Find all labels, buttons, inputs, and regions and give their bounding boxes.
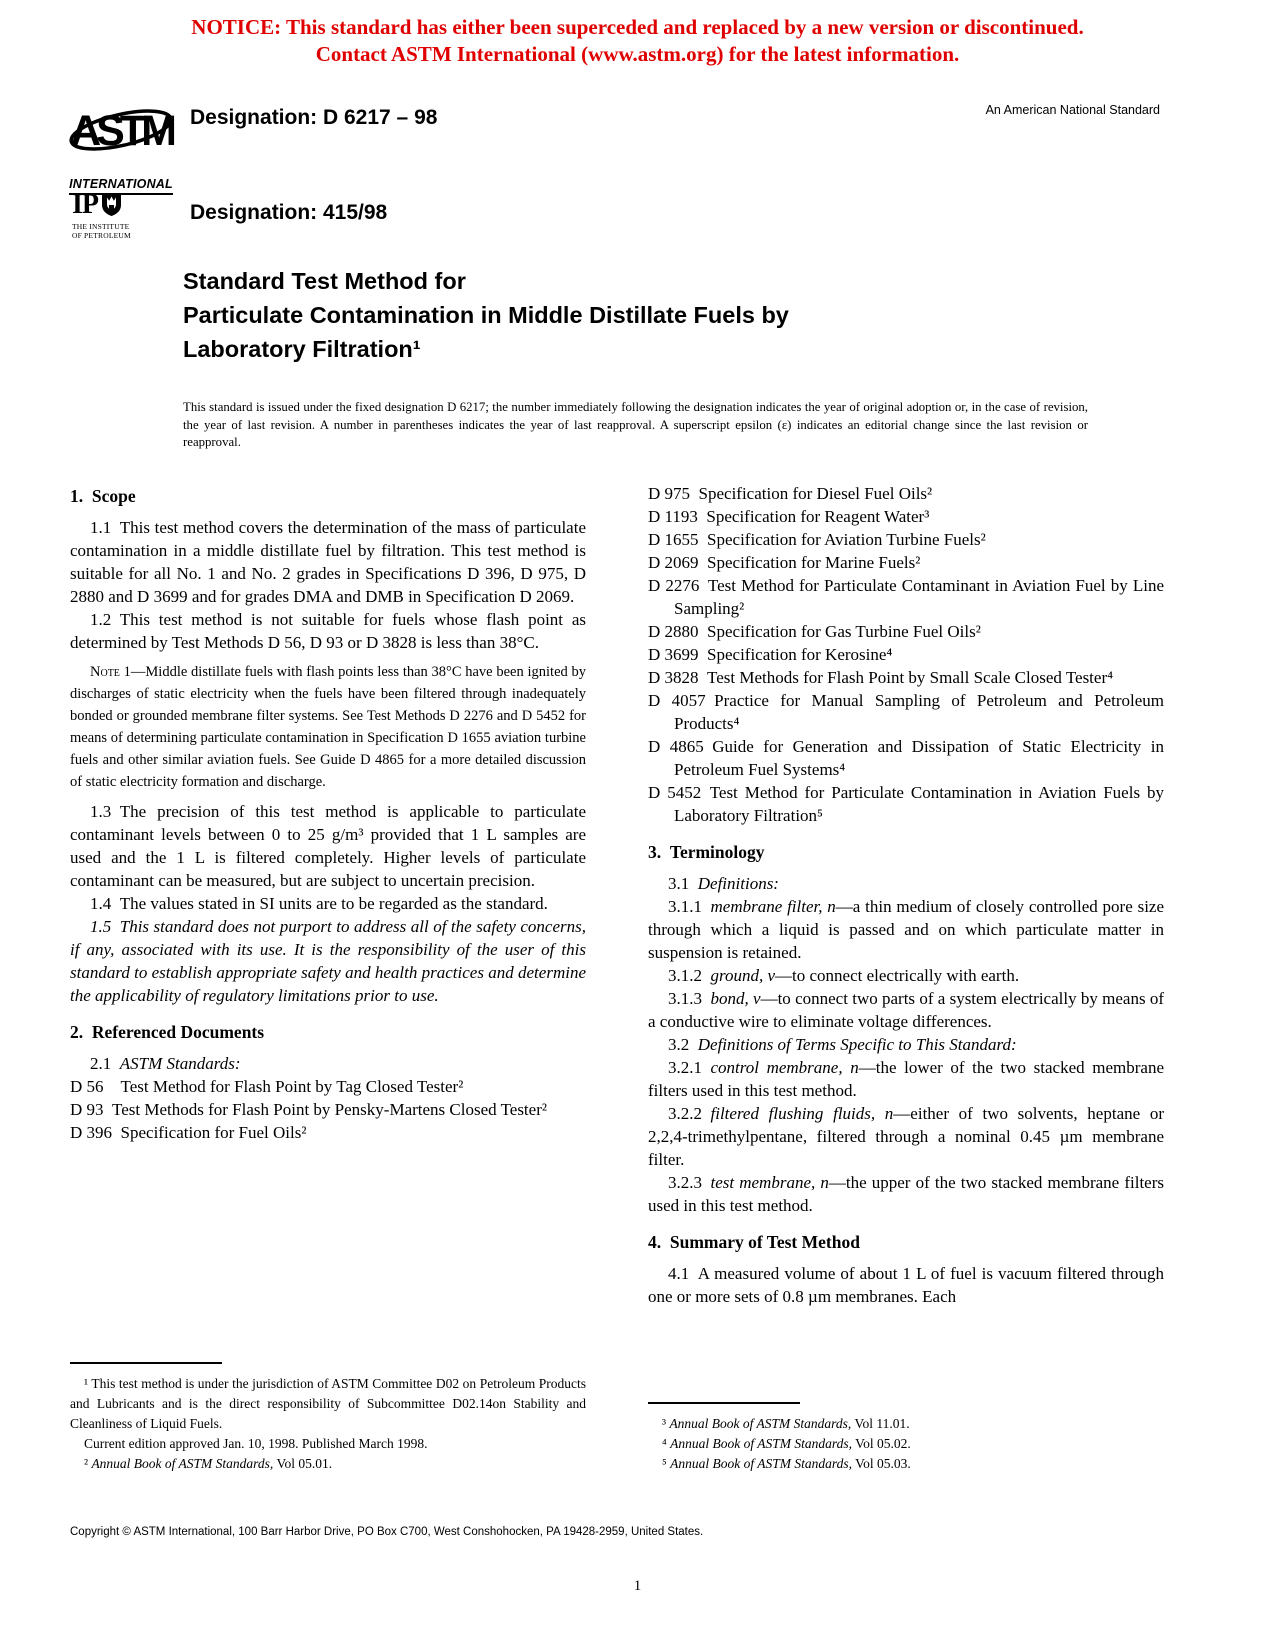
reference-item: D 1655 Specification for Aviation Turbine Fuels²: [648, 530, 986, 549]
astm-letters: ASTM: [70, 107, 172, 155]
section-heading: 1. Scope: [70, 486, 136, 506]
left-column-content: [70, 482, 586, 1144]
reference-item: D 4865 Guide for Generation and Dissipation of Static Electricity in Petroleum Fuel Systems⁴: [648, 737, 1164, 779]
paragraph: 1.3 The precision of this test method is applicable to particulate contaminant levels between 0 to 25 g/m³ provided that 1 L samples are used and the 1 L is filtered completely. Higher levels of particulate contaminant can be measured, but are subject to uncertain precision.: [70, 802, 586, 890]
reference-item: D 1193 Specification for Reagent Water³: [648, 507, 930, 526]
footnote-line: ² Annual Book of ASTM Standards, Vol 05.01.: [84, 1456, 333, 1471]
paragraph: 1.4 The values stated in SI units are to be regarded as the standard.: [90, 894, 548, 913]
section-heading: 3. Terminology: [648, 842, 765, 862]
astm-logo-caption: INTERNATIONAL: [69, 177, 173, 195]
paragraph: 1.1 This test method covers the determination of the mass of particulate contamination in a middle distillate fuel by filtration. This test method is suitable for all No. 1 and No. 2 grades in Specifications D 396, D 975, D 2880 and D 3699 and for grades DMA and DMB in Specification D 2069.: [70, 518, 586, 606]
title-line-1: Standard Test Method for: [183, 268, 466, 294]
paragraph: 3.1 Definitions:: [668, 874, 779, 893]
reference-item: D 3699 Specification for Kerosine⁴: [648, 645, 893, 664]
reference-item: D 93 Test Methods for Flash Point by Pensky-Martens Closed Tester²: [70, 1100, 547, 1119]
notice-line-2: Contact ASTM International (www.astm.org) for the latest information.: [315, 42, 960, 66]
paragraph: 1.2 This test method is not suitable for fuels whose flash point as determined by Test Methods D 56, D 93 or D 3828 is less than 38°C.: [70, 610, 586, 652]
copyright-line: Copyright © ASTM International, 100 Barr Harbor Drive, PO Box C700, West Conshohocken, PA 19428-2959, United States.: [70, 1526, 704, 1538]
footnote: ¹ This test method is under the jurisdiction of ASTM Committee D02 on Petroleum Products and Lubricants and is the direct responsibility of Subcommittee D02.14on Stability and Cleanliness of Liquid Fuels.: [70, 1376, 586, 1431]
footnote-line: ³ Annual Book of ASTM Standards, Vol 11.01.: [662, 1416, 910, 1431]
reference-item: D 3828 Test Methods for Flash Point by Small Scale Closed Tester⁴: [648, 668, 1114, 687]
reference-item: D 2069 Specification for Marine Fuels²: [648, 553, 921, 572]
title-line-2: Particulate Contamination in Middle Distillate Fuels by: [183, 302, 789, 328]
ip-caption-line-1: THE INSTITUTE: [72, 222, 130, 231]
footnote-line: ⁴ Annual Book of ASTM Standards, Vol 05.02.: [662, 1436, 911, 1451]
right-column-footnotes: [648, 1402, 1164, 1474]
paragraph: 3.1.3 bond, v—to connect two parts of a system electrically by means of a conductive wire to eliminate voltage differences.: [648, 989, 1165, 1031]
section-heading: 2. Referenced Documents: [70, 1022, 265, 1042]
ip-caption-line-2: OF PETROLEUM: [72, 231, 131, 240]
reference-item: D 975 Specification for Diesel Fuel Oils²: [648, 484, 933, 503]
supersession-notice: [0, 14, 1275, 68]
reference-item: D 2276 Test Method for Particulate Contaminant in Aviation Fuel by Line Sampling²: [648, 576, 1164, 618]
astm-logo: [66, 90, 176, 195]
page-number: 1: [633, 1578, 642, 1594]
right-column: [648, 482, 1164, 1474]
ip-shield-icon: [101, 192, 122, 217]
paragraph: 3.2.1 control membrane, n—the lower of the two stacked membrane filters used in this test method.: [648, 1058, 1164, 1100]
astm-globe-icon: [67, 90, 175, 170]
paragraph: 3.2.3 test membrane, n—the upper of the two stacked membrane filters used in this test method.: [648, 1173, 1165, 1215]
reference-item: D 4057 Practice for Manual Sampling of Petroleum and Petroleum Products⁴: [648, 691, 1164, 733]
document-title: [183, 264, 1063, 366]
reference-item: D 2880 Specification for Gas Turbine Fuel Oils²: [648, 622, 981, 641]
paragraph: 3.1.1 membrane filter, n—a thin medium of closely controlled pore size through which a liquid is passed and on which particulate matter in suspension is retained.: [648, 897, 1165, 962]
right-column-content: [648, 482, 1164, 1308]
paragraph: 4.1 A measured volume of about 1 L of fuel is vacuum filtered through one or more sets of 0.8 µm membranes. Each: [648, 1264, 1164, 1306]
designation-astm: Designation: D 6217 – 98: [190, 106, 438, 129]
footnote-line: ⁵ Annual Book of ASTM Standards, Vol 05.03.: [662, 1456, 911, 1471]
reference-item: D 5452 Test Method for Particulate Contamination in Aviation Fuels by Laboratory Filtration⁵: [648, 783, 1164, 825]
title-line-3: Laboratory Filtration¹: [183, 336, 421, 362]
section-heading: 4. Summary of Test Method: [648, 1232, 860, 1252]
ip-logo-caption: [72, 222, 192, 240]
note-paragraph: Note 1—Middle distillate fuels with flash points less than 38°C have been ignited by discharges of static electricity when the fuels have been filtered through inadequately bonded or grounded membrane filter systems. See Test Methods D 2276 and D 5452 for means of determining particulate contamination in Specification D 1655 aviation turbine fuels and other similar aviation fuels. See Guide D 4865 for a more detailed discussion of static electricity formation and discharge.: [70, 664, 586, 790]
issuing-paragraph: This standard is issued under the fixed designation D 6217; the number immediately following the designation indicates the year of original adoption or, in the case of revision, the year of last revision. A number in parentheses indicates the year of last reapproval. A superscript epsilon (ε) indicates an editorial change since the last revision or reapproval.: [183, 400, 1088, 449]
reference-item: D 56 Test Method for Flash Point by Tag Closed Tester²: [70, 1077, 464, 1096]
notice-line-1: NOTICE: This standard has either been superceded and replaced by a new version or discontinued.: [191, 15, 1084, 39]
paragraph: 2.1 ASTM Standards:: [90, 1054, 241, 1073]
american-national-standard-note: An American National Standard: [985, 103, 1160, 117]
ip-letters: IP: [72, 189, 98, 220]
left-column-footnotes: [70, 1362, 586, 1474]
designation-ip: Designation: 415/98: [190, 201, 388, 224]
paragraph: 3.2.2 filtered flushing fluids, n—either of two solvents, heptane or 2,2,4-trimethylpentane, filtered through a nominal 0.45 µm membrane filter.: [648, 1104, 1164, 1169]
ip-logo: [72, 189, 192, 240]
footnote-line: Current edition approved Jan. 10, 1998. Published March 1998.: [84, 1436, 428, 1451]
reference-item: D 396 Specification for Fuel Oils²: [70, 1123, 307, 1142]
left-column: [70, 482, 586, 1474]
paragraph: 3.1.2 ground, v—to connect electrically with earth.: [668, 966, 1020, 985]
paragraph: 1.5 This standard does not purport to address all of the safety concerns, if any, associated with its use. It is the responsibility of the user of this standard to establish appropriate safety and health practices and determine the applicability of regulatory limitations prior to use.: [70, 917, 586, 1005]
paragraph: 3.2 Definitions of Terms Specific to This Standard:: [668, 1035, 1017, 1054]
